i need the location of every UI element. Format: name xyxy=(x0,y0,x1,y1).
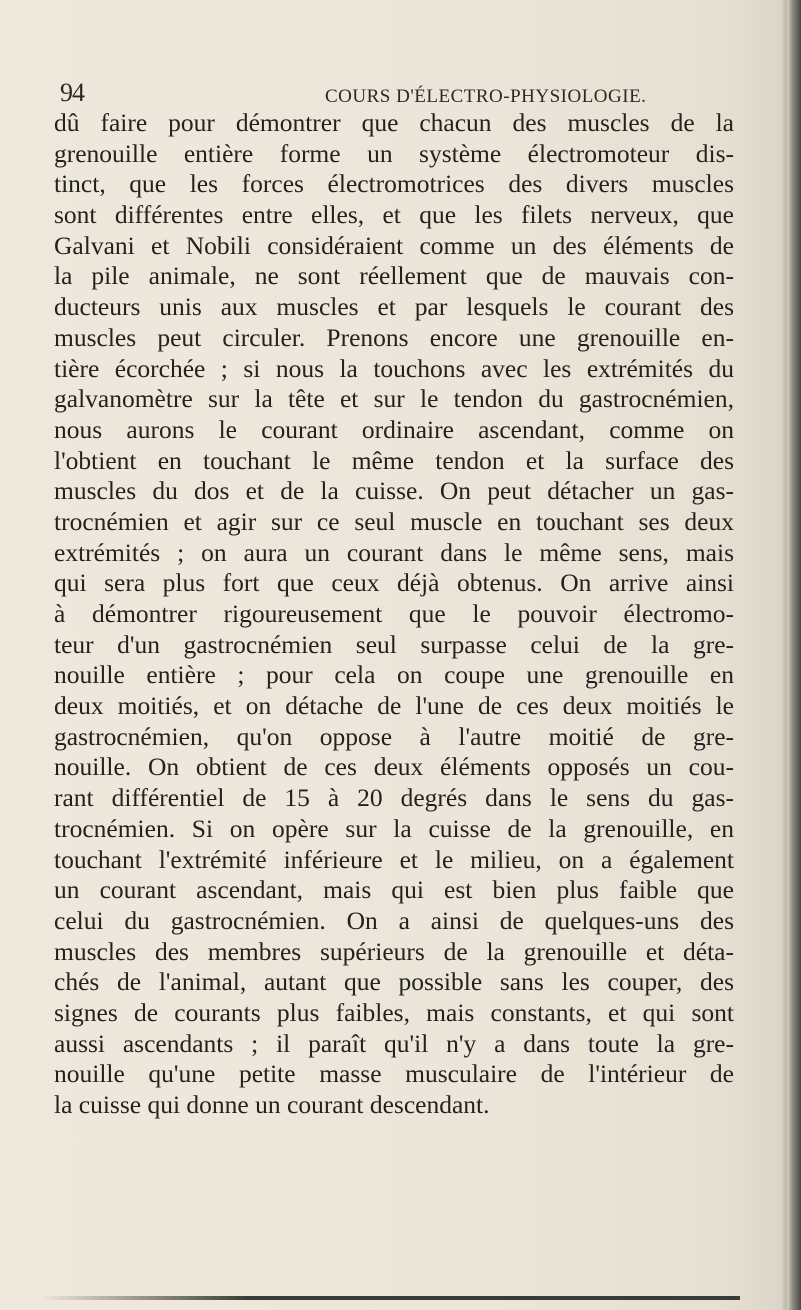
text-line: nous aurons le courant ordinaire ascendant, comme on xyxy=(54,414,734,444)
text-line: qui sera plus fort que ceux déjà obtenus. On arrive ainsi xyxy=(54,568,734,598)
text-line: galvanomètre sur la tête et sur le tendon du gastrocnémien, xyxy=(54,384,734,414)
page-number: 94 xyxy=(60,78,84,107)
page-bottom-edge xyxy=(40,1296,740,1300)
text-line: nouille entière ; pour cela on coupe une grenouille en xyxy=(54,660,734,690)
text-line: un courant ascendant, mais qui est bien plus faible que xyxy=(54,875,734,905)
text-line: sont différentes entre elles, et que les filets nerveux, que xyxy=(54,200,734,230)
body-text xyxy=(54,108,734,1121)
text-line: rant différentiel de 15 à 20 degrés dans le sens du gas- xyxy=(54,783,734,813)
text-line: tière écorchée ; si nous la touchons avec les extrémités du xyxy=(54,353,734,383)
text-line: trocnémien et agir sur ce seul muscle en touchant ses deux xyxy=(54,506,734,536)
text-line: muscles des membres supérieurs de la grenouille et déta- xyxy=(54,936,734,966)
text-line: gastrocnémien, qu'on oppose à l'autre moitié de gre- xyxy=(54,721,734,751)
text-line: muscles peut circuler. Prenons encore une grenouille en- xyxy=(54,322,734,352)
text-line: touchant l'extrémité inférieure et le milieu, on a également xyxy=(54,844,734,874)
text-line: celui du gastrocnémien. On a ainsi de quelques-uns des xyxy=(54,905,734,935)
text-line: extrémités ; on aura un courant dans le même sens, mais xyxy=(54,537,734,567)
text-line: tinct, que les forces électromotrices des divers muscles xyxy=(54,169,734,199)
text-line: teur d'un gastrocnémien seul surpasse celui de la gre- xyxy=(54,629,734,659)
text-line: l'obtient en touchant le même tendon et la surface des xyxy=(54,445,734,475)
text-line: la pile animale, ne sont réellement que de mauvais con- xyxy=(54,261,734,291)
text-line: grenouille entière forme un système électromoteur dis- xyxy=(54,138,734,168)
text-line: signes de courants plus faibles, mais constants, et qui sont xyxy=(54,997,734,1027)
binding-edge xyxy=(787,0,801,1310)
text-line: aussi ascendants ; il paraît qu'il n'y a dans toute la gre- xyxy=(54,1028,734,1058)
text-line: ducteurs unis aux muscles et par lesquels le courant des xyxy=(54,292,734,322)
text-line: deux moitiés, et on détache de l'une de ces deux moitiés le xyxy=(54,691,734,721)
running-head: COURS D'ÉLECTRO-PHYSIOLOGIE. xyxy=(325,86,647,107)
page-header xyxy=(60,78,750,110)
text-line: Galvani et Nobili considéraient comme un des éléments de xyxy=(54,230,734,260)
text-line: muscles du dos et de la cuisse. On peut détacher un gas- xyxy=(54,476,734,506)
text-line: chés de l'animal, autant que possible sans les couper, des xyxy=(54,967,734,997)
text-line: nouille. On obtient de ces deux éléments opposés un cou- xyxy=(54,752,734,782)
text-line: la cuisse qui donne un courant descendant. xyxy=(54,1090,490,1119)
text-line: dû faire pour démontrer que chacun des muscles de la xyxy=(54,108,734,137)
text-line: nouille qu'une petite masse musculaire de l'intérieur de xyxy=(54,1059,734,1089)
text-line: à démontrer rigoureusement que le pouvoir électromo- xyxy=(54,599,734,628)
text-line: trocnémien. Si on opère sur la cuisse de la grenouille, en xyxy=(54,813,734,843)
